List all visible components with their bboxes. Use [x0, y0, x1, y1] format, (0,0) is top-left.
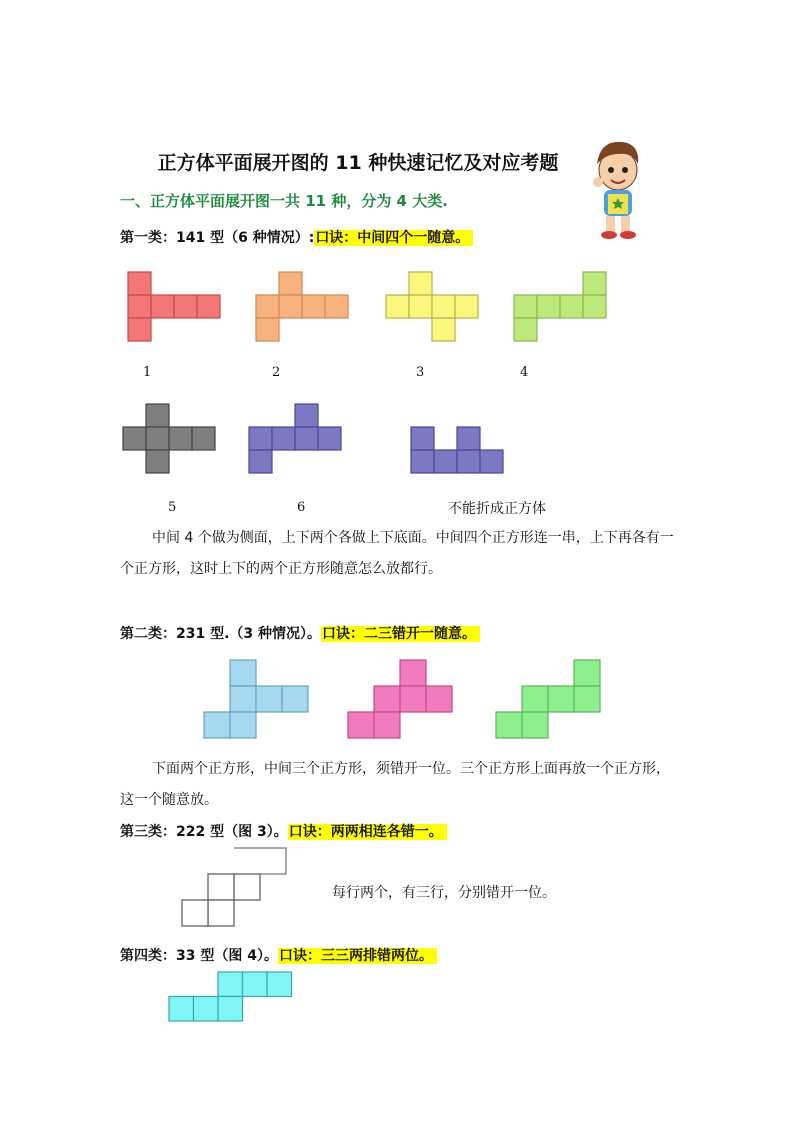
section-heading: 一、正方体平面展开图一共 11 种，分为 4 大类. — [120, 192, 448, 210]
cube-net-4 — [514, 272, 610, 344]
category-4-label: 第四类：33 型（图 4）。 — [120, 948, 278, 964]
net-number-5: 5 — [168, 500, 177, 515]
net-number-1: 1 — [143, 365, 152, 380]
cube-net-6 — [249, 404, 345, 476]
category-2-heading — [120, 623, 480, 643]
net-number-6: 6 — [297, 500, 306, 515]
cube-net-231-c — [496, 660, 604, 742]
cube-net-222 — [182, 848, 288, 930]
category-1-description: 中间 4 个做为侧面，上下两个各做上下底面。中间四个正方形连一串，上下再各有一个正方形，这时上下的两个正方形随意怎么放都行。 — [120, 530, 674, 577]
cartoon-boy-icon — [588, 134, 648, 244]
cube-net-1 — [128, 272, 224, 344]
category-1-mnemonic: 口诀：中间四个一随意。 — [314, 230, 473, 246]
category-4-mnemonic: 口诀：三三两排错两位。 — [278, 948, 437, 964]
invalid-net-caption: 不能折成正方体 — [448, 501, 546, 517]
cube-net-231-b — [348, 660, 456, 742]
cube-net-3 — [386, 272, 482, 344]
net-number-4: 4 — [520, 365, 529, 380]
category-1-label: 第一类：141 型（6 种情况）: — [120, 230, 315, 246]
cube-net-5 — [123, 404, 219, 476]
net-number-2: 2 — [272, 365, 281, 380]
category-2-label: 第二类：231 型.（3 种情况）。 — [120, 626, 322, 642]
cube-net-2 — [256, 272, 352, 344]
net-number-3: 3 — [416, 365, 425, 380]
category-2-description: 下面两个正方形，中间三个正方形，须错开一位。三个正方形上面再放一个正方形，这一个随意放。 — [120, 761, 670, 808]
category-3-description: 每行两个，有三行，分别错开一位。 — [332, 885, 556, 901]
cube-net-33 — [169, 972, 295, 1026]
category-4-heading — [120, 945, 437, 965]
category-2-mnemonic: 口诀：二三错开一随意。 — [321, 626, 480, 642]
category-3-mnemonic: 口诀：两两相连各错一。 — [288, 824, 447, 840]
category-3-label: 第三类：222 型（图 3）。 — [120, 824, 288, 840]
invalid-cube-net — [411, 427, 507, 477]
category-3-heading — [120, 821, 447, 841]
page-title: 正方体平面展开图的 11 种快速记忆及对应考题 — [157, 152, 559, 174]
cube-net-231-a — [204, 660, 312, 742]
category-1-heading — [120, 227, 473, 247]
